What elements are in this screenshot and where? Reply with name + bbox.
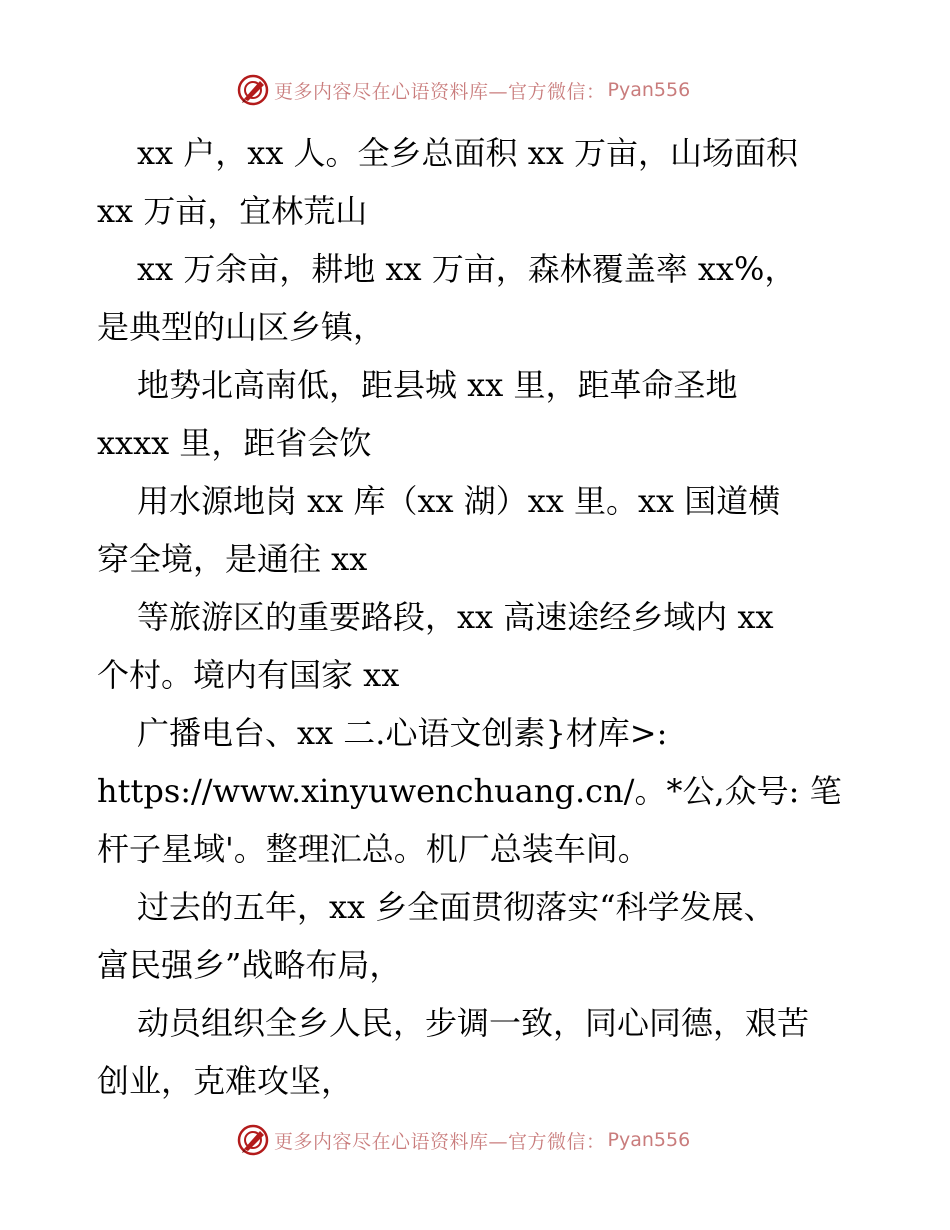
text-line: xx 万余亩，耕地 xx 万亩，森林覆盖率 xx%， (137, 250, 797, 288)
document-body (97, 124, 857, 1110)
text-line: 杆子星域'。整理汇总。机厂总装车间。 (97, 830, 650, 868)
text-line: 过去的五年，xx 乡全面贯彻落实“科学发展、 (137, 888, 776, 926)
text-line: xx 户，xx 人。全乡总面积 xx 万亩，山场面积 (137, 134, 798, 172)
text-line: https://www.xinyuwenchuang.cn/。*公,众号: 笔 (97, 772, 842, 810)
pen-logo-icon (236, 73, 270, 107)
text-line: 等旅游区的重要路段，xx 高速途经乡域内 xx (137, 598, 774, 636)
text-line: 地势北高南低，距县城 xx 里，距革命圣地 (137, 366, 738, 404)
text-line: xxxx 里，距省会饮 (97, 424, 372, 462)
watermark-text: 更多内容尽在心语资料库—官方微信： (274, 80, 606, 103)
text-line: 用水源地岗 xx 库（xx 湖）xx 里。xx 国道横 (137, 482, 781, 520)
watermark-header (236, 72, 690, 108)
text-line: 富民强乡”战略布局， (97, 946, 402, 984)
text-line: 创业，克难攻坚， (97, 1062, 354, 1100)
watermark-footer (236, 1122, 690, 1158)
watermark-text: 更多内容尽在心语资料库—官方微信： (274, 1130, 606, 1153)
text-line: xx 万亩，宜林荒山 (97, 192, 368, 230)
pen-logo-icon (236, 1123, 270, 1157)
text-line: 是典型的山区乡镇， (97, 308, 386, 346)
text-line: 个村。境内有国家 xx (97, 656, 400, 694)
watermark-account: Pyan556 (607, 79, 691, 101)
text-line: 穿全境，是通往 xx (97, 540, 368, 578)
text-line: 动员组织全乡人民，步调一致，同心同德，艰苦 (137, 1004, 810, 1042)
watermark-account: Pyan556 (607, 1129, 691, 1151)
text-line: 广播电台、xx 二.心语文创素}材库>: (137, 714, 668, 752)
